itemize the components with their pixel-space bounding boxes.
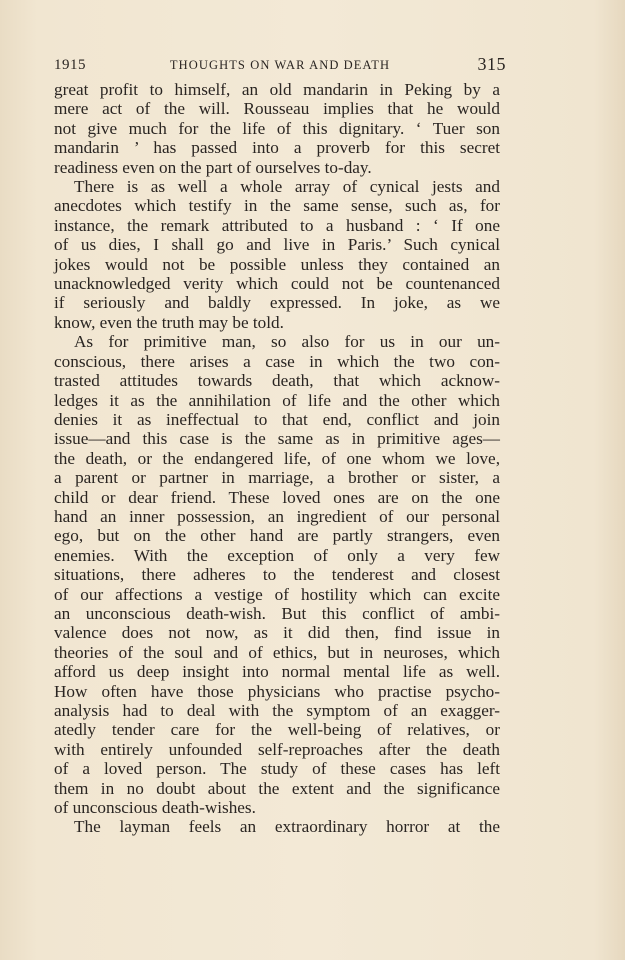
text-line: mere act of the will. Rousseau implies that he would: [54, 99, 500, 119]
text-line: There is as well a whole array of cynical jests and: [74, 177, 500, 197]
text-line: the death, or the endangered life, of one whom we love,: [54, 448, 500, 468]
page-number: 315: [477, 54, 506, 74]
text-line: of our affections a vestige of hostility which can excite: [54, 584, 500, 604]
text-line: child or dear friend. These loved ones are on the one: [54, 487, 500, 507]
text-line: know, even the truth may be told.: [54, 312, 284, 332]
text-line: valence does not now, as it did then, find issue in: [54, 623, 500, 643]
text-line: theories of the soul and of ethics, but in neuroses, which: [54, 642, 500, 662]
text-line: enemies. With the exception of only a very few: [54, 545, 500, 565]
text-line: mandarin ’ has passed into a proverb for this secret: [54, 138, 500, 158]
text-line: ego, but on the other hand are partly strangers, even: [54, 526, 500, 546]
text-line: an unconscious death-wish. But this conflict of ambi-: [54, 603, 500, 623]
text-line: unacknowledged verity which could not be countenanced: [54, 274, 500, 294]
text-line: instance, the remark attributed to a husband : ‘ If one: [54, 215, 500, 235]
text-line: How often have those physicians who practise psycho-: [54, 681, 500, 701]
body-text: [54, 80, 500, 837]
text-line: a parent or partner in marriage, a brother or sister, a: [54, 468, 500, 488]
header-title: THOUGHTS ON WAR AND DEATH: [169, 58, 391, 72]
text-line: atedly tender care for the well-being of relatives, or: [54, 720, 500, 740]
text-line: anecdotes which testify in the same sense, such as, for: [54, 196, 500, 216]
running-head: [54, 54, 506, 78]
text-line: of us dies, I shall go and live in Paris.’ Such cynical: [54, 235, 500, 255]
text-line: As for primitive man, so also for us in our un-: [74, 332, 500, 352]
text-line: The layman feels an extraordinary horror at the: [74, 817, 500, 837]
text-line: readiness even on the part of ourselves to-day.: [54, 157, 372, 177]
text-line: with entirely unfounded self-reproaches after the death: [54, 739, 500, 759]
text-line: of unconscious death-wishes.: [54, 798, 256, 818]
text-line: issue—and this case is the same as in primitive ages—: [54, 429, 500, 449]
text-line: denies it as ineffectual to that end, conflict and join: [54, 409, 500, 429]
header-year: 1915: [54, 57, 86, 73]
text-line: if seriously and baldly expressed. In joke, as we: [54, 293, 500, 313]
text-line: trasted attitudes towards death, that which acknow-: [54, 371, 500, 391]
text-line: not give much for the life of this dignitary. ‘ Tuer son: [54, 118, 500, 138]
text-line: conscious, there arises a case in which the two con-: [54, 351, 500, 371]
text-line: of a loved person. The study of these cases has left: [54, 759, 500, 779]
text-line: great profit to himself, an old mandarin in Peking by a: [54, 80, 500, 99]
text-line: them in no doubt about the extent and the significance: [54, 778, 500, 798]
text-line: afford us deep insight into normal mental life as well.: [54, 662, 500, 682]
text-line: analysis had to deal with the symptom of an exagger-: [54, 701, 500, 720]
text-line: hand an inner possession, an ingredient of our personal: [54, 506, 500, 526]
text-line: jokes would not be possible unless they contained an: [54, 254, 500, 274]
text-line: ledges it as the annihilation of life and the other which: [54, 390, 500, 410]
text-line: situations, there adheres to the tenderest and closest: [54, 565, 500, 585]
